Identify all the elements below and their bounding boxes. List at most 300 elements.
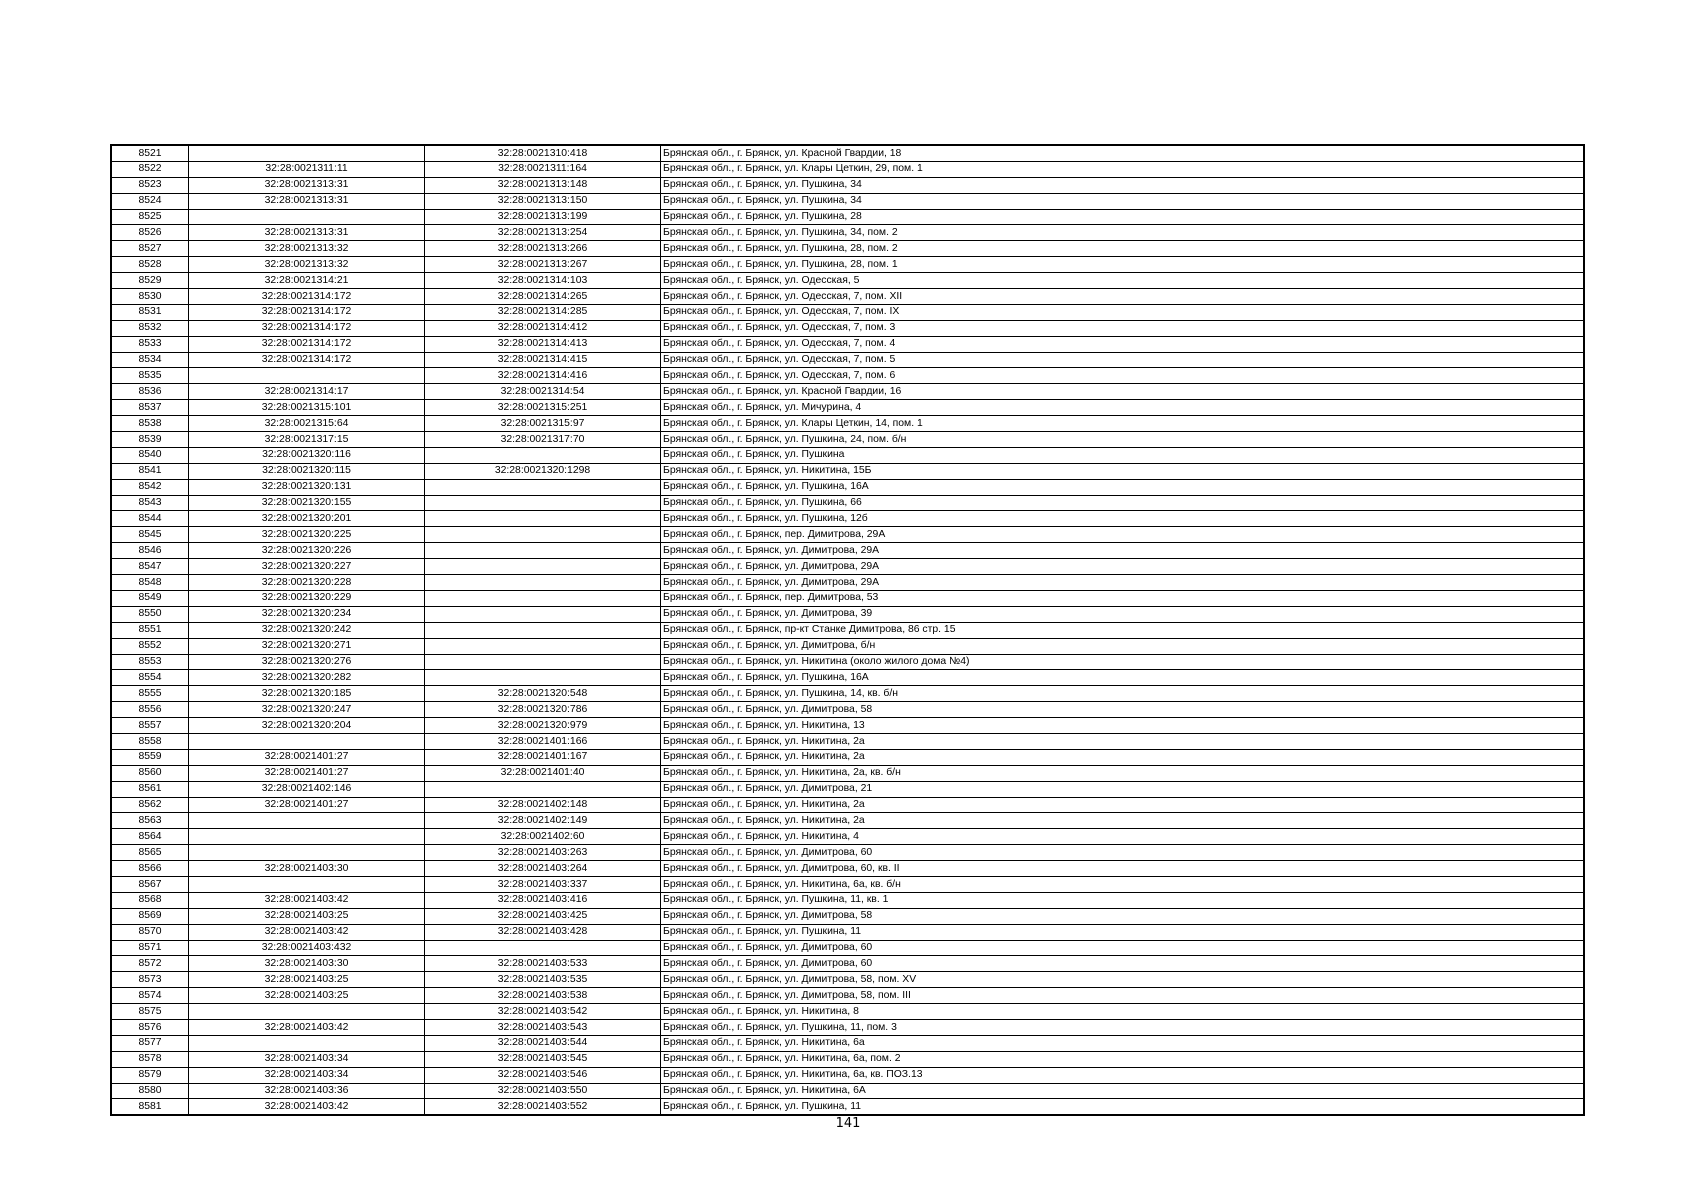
new-cadastral-number-cell (425, 495, 661, 511)
page-number: 141 (835, 1116, 861, 1131)
address-cell: Брянская обл., г. Брянск, пр-кт Станке Димитрова, 86 стр. 15 (661, 622, 1585, 638)
old-cadastral-number-cell: 32:28:0021320:242 (189, 622, 425, 638)
new-cadastral-number-cell (425, 575, 661, 591)
table-row (111, 733, 1584, 749)
table-row (111, 447, 1584, 463)
address-cell: Брянская обл., г. Брянск, ул. Никитина, 6а, кв. б/н (661, 876, 1585, 892)
table-row (111, 384, 1584, 400)
address-cell: Брянская обл., г. Брянск, ул. Никитина (около жилого дома №4) (661, 654, 1585, 670)
address-cell: Брянская обл., г. Брянск, ул. Одесская, 7, пом. IX (661, 304, 1585, 320)
new-cadastral-number-cell: 32:28:0021320:1298 (425, 463, 661, 479)
new-cadastral-number-cell: 32:28:0021314:412 (425, 320, 661, 336)
row-number-cell: 8555 (111, 686, 189, 702)
row-number-cell: 8537 (111, 400, 189, 416)
old-cadastral-number-cell: 32:28:0021313:31 (189, 177, 425, 193)
old-cadastral-number-cell: 32:28:0021320:227 (189, 559, 425, 575)
new-cadastral-number-cell: 32:28:0021314:285 (425, 304, 661, 320)
row-number-cell: 8578 (111, 1051, 189, 1067)
row-number-cell: 8551 (111, 622, 189, 638)
new-cadastral-number-cell: 32:28:0021314:415 (425, 352, 661, 368)
new-cadastral-number-cell (425, 590, 661, 606)
table-row (111, 781, 1584, 797)
new-cadastral-number-cell (425, 940, 661, 956)
new-cadastral-number-cell (425, 511, 661, 527)
address-cell: Брянская обл., г. Брянск, ул. Пушкина, 16А (661, 479, 1585, 495)
old-cadastral-number-cell (189, 209, 425, 225)
new-cadastral-number-cell: 32:28:0021314:54 (425, 384, 661, 400)
address-cell: Брянская обл., г. Брянск, ул. Димитрова, 58 (661, 702, 1585, 718)
new-cadastral-number-cell: 32:28:0021315:97 (425, 416, 661, 432)
address-cell: Брянская обл., г. Брянск, ул. Димитрова, 21 (661, 781, 1585, 797)
new-cadastral-number-cell: 32:28:0021313:148 (425, 177, 661, 193)
new-cadastral-number-cell: 32:28:0021401:167 (425, 749, 661, 765)
old-cadastral-number-cell: 32:28:0021403:25 (189, 972, 425, 988)
address-cell: Брянская обл., г. Брянск, ул. Одесская, 7, пом. 3 (661, 320, 1585, 336)
old-cadastral-number-cell: 32:28:0021403:25 (189, 988, 425, 1004)
address-cell: Брянская обл., г. Брянск, ул. Никитина, 2а (661, 813, 1585, 829)
table-row (111, 257, 1584, 273)
address-cell: Брянская обл., г. Брянск, ул. Никитина, 2а, кв. б/н (661, 765, 1585, 781)
address-cell: Брянская обл., г. Брянск, ул. Димитрова, 39 (661, 606, 1585, 622)
row-number-cell: 8558 (111, 733, 189, 749)
address-cell: Брянская обл., г. Брянск, ул. Клары Цеткин, 29, пом. 1 (661, 161, 1585, 177)
new-cadastral-number-cell: 32:28:0021403:545 (425, 1051, 661, 1067)
row-number-cell: 8579 (111, 1067, 189, 1083)
table-row (111, 543, 1584, 559)
old-cadastral-number-cell: 32:28:0021320:204 (189, 718, 425, 734)
new-cadastral-number-cell: 32:28:0021403:264 (425, 861, 661, 877)
address-cell: Брянская обл., г. Брянск, ул. Никитина, 6а, кв. ПОЗ.13 (661, 1067, 1585, 1083)
old-cadastral-number-cell: 32:28:0021314:172 (189, 336, 425, 352)
row-number-cell: 8580 (111, 1083, 189, 1099)
new-cadastral-number-cell: 32:28:0021320:786 (425, 702, 661, 718)
new-cadastral-number-cell (425, 479, 661, 495)
new-cadastral-number-cell: 32:28:0021403:542 (425, 1004, 661, 1020)
old-cadastral-number-cell: 32:28:0021314:172 (189, 320, 425, 336)
old-cadastral-number-cell: 32:28:0021315:101 (189, 400, 425, 416)
old-cadastral-number-cell: 32:28:0021311:11 (189, 161, 425, 177)
address-cell: Брянская обл., г. Брянск, ул. Красной Гвардии, 18 (661, 145, 1585, 161)
new-cadastral-number-cell: 32:28:0021403:546 (425, 1067, 661, 1083)
row-number-cell: 8542 (111, 479, 189, 495)
table-row (111, 352, 1584, 368)
address-cell: Брянская обл., г. Брянск, ул. Пушкина, 11, кв. 1 (661, 892, 1585, 908)
table-row (111, 845, 1584, 861)
row-number-cell: 8554 (111, 670, 189, 686)
address-cell: Брянская обл., г. Брянск, ул. Пушкина, 34, пом. 2 (661, 225, 1585, 241)
new-cadastral-number-cell (425, 543, 661, 559)
row-number-cell: 8573 (111, 972, 189, 988)
table-row (111, 241, 1584, 257)
table-row (111, 1019, 1584, 1035)
old-cadastral-number-cell: 32:28:0021402:146 (189, 781, 425, 797)
old-cadastral-number-cell: 32:28:0021403:30 (189, 956, 425, 972)
table-row (111, 400, 1584, 416)
new-cadastral-number-cell: 32:28:0021314:413 (425, 336, 661, 352)
old-cadastral-number-cell: 32:28:0021403:30 (189, 861, 425, 877)
row-number-cell: 8543 (111, 495, 189, 511)
old-cadastral-number-cell: 32:28:0021320:131 (189, 479, 425, 495)
address-cell: Брянская обл., г. Брянск, ул. Одесская, 7, пом. 4 (661, 336, 1585, 352)
new-cadastral-number-cell (425, 670, 661, 686)
old-cadastral-number-cell (189, 876, 425, 892)
table-row (111, 336, 1584, 352)
address-cell: Брянская обл., г. Брянск, ул. Никитина, 2а (661, 797, 1585, 813)
address-cell: Брянская обл., г. Брянск, ул. Пушкина, 11 (661, 924, 1585, 940)
new-cadastral-number-cell: 32:28:0021403:535 (425, 972, 661, 988)
table-row (111, 320, 1584, 336)
old-cadastral-number-cell (189, 845, 425, 861)
new-cadastral-number-cell: 32:28:0021403:543 (425, 1019, 661, 1035)
address-cell: Брянская обл., г. Брянск, ул. Пушкина (661, 447, 1585, 463)
row-number-cell: 8527 (111, 241, 189, 257)
table-row (111, 749, 1584, 765)
table-row (111, 368, 1584, 384)
old-cadastral-number-cell: 32:28:0021320:185 (189, 686, 425, 702)
new-cadastral-number-cell: 32:28:0021403:425 (425, 908, 661, 924)
new-cadastral-number-cell: 32:28:0021313:266 (425, 241, 661, 257)
address-cell: Брянская обл., г. Брянск, ул. Димитрова, 60, кв. II (661, 861, 1585, 877)
row-number-cell: 8540 (111, 447, 189, 463)
row-number-cell: 8561 (111, 781, 189, 797)
old-cadastral-number-cell: 32:28:0021320:282 (189, 670, 425, 686)
register-table-body (111, 145, 1584, 1115)
old-cadastral-number-cell: 32:28:0021401:27 (189, 765, 425, 781)
row-number-cell: 8523 (111, 177, 189, 193)
old-cadastral-number-cell: 32:28:0021320:247 (189, 702, 425, 718)
address-cell: Брянская обл., г. Брянск, ул. Пушкина, 11 (661, 1099, 1585, 1115)
address-cell: Брянская обл., г. Брянск, ул. Пушкина, 28, пом. 2 (661, 241, 1585, 257)
table-row (111, 797, 1584, 813)
new-cadastral-number-cell: 32:28:0021403:533 (425, 956, 661, 972)
row-number-cell: 8524 (111, 193, 189, 209)
old-cadastral-number-cell: 32:28:0021320:228 (189, 575, 425, 591)
row-number-cell: 8556 (111, 702, 189, 718)
address-cell: Брянская обл., г. Брянск, ул. Димитрова, 58 (661, 908, 1585, 924)
old-cadastral-number-cell (189, 829, 425, 845)
address-cell: Брянская обл., г. Брянск, ул. Пушкина, 66 (661, 495, 1585, 511)
address-cell: Брянская обл., г. Брянск, ул. Пушкина, 34 (661, 193, 1585, 209)
address-cell: Брянская обл., г. Брянск, ул. Никитина, 6а, пом. 2 (661, 1051, 1585, 1067)
new-cadastral-number-cell: 32:28:0021403:552 (425, 1099, 661, 1115)
row-number-cell: 8530 (111, 289, 189, 305)
table-row (111, 908, 1584, 924)
old-cadastral-number-cell: 32:28:0021320:234 (189, 606, 425, 622)
old-cadastral-number-cell: 32:28:0021403:25 (189, 908, 425, 924)
table-row (111, 432, 1584, 448)
old-cadastral-number-cell (189, 1004, 425, 1020)
row-number-cell: 8531 (111, 304, 189, 320)
new-cadastral-number-cell: 32:28:0021402:60 (425, 829, 661, 845)
register-table (110, 144, 1585, 1116)
row-number-cell: 8565 (111, 845, 189, 861)
table-row (111, 1099, 1584, 1115)
row-number-cell: 8567 (111, 876, 189, 892)
table-row (111, 972, 1584, 988)
old-cadastral-number-cell (189, 368, 425, 384)
table-row (111, 1004, 1584, 1020)
new-cadastral-number-cell (425, 606, 661, 622)
table-row (111, 940, 1584, 956)
table-row (111, 511, 1584, 527)
address-cell: Брянская обл., г. Брянск, ул. Одесская, 7, пом. XII (661, 289, 1585, 305)
row-number-cell: 8553 (111, 654, 189, 670)
address-cell: Брянская обл., г. Брянск, ул. Димитрова, 58, пом. XV (661, 972, 1585, 988)
row-number-cell: 8538 (111, 416, 189, 432)
new-cadastral-number-cell (425, 654, 661, 670)
new-cadastral-number-cell: 32:28:0021320:548 (425, 686, 661, 702)
row-number-cell: 8568 (111, 892, 189, 908)
address-cell: Брянская обл., г. Брянск, ул. Никитина, 8 (661, 1004, 1585, 1020)
table-row (111, 924, 1584, 940)
row-number-cell: 8581 (111, 1099, 189, 1115)
address-cell: Брянская обл., г. Брянск, ул. Никитина, 4 (661, 829, 1585, 845)
new-cadastral-number-cell: 32:28:0021403:416 (425, 892, 661, 908)
row-number-cell: 8548 (111, 575, 189, 591)
row-number-cell: 8525 (111, 209, 189, 225)
address-cell: Брянская обл., г. Брянск, ул. Пушкина, 28 (661, 209, 1585, 225)
row-number-cell: 8560 (111, 765, 189, 781)
address-cell: Брянская обл., г. Брянск, ул. Никитина, 13 (661, 718, 1585, 734)
table-row (111, 463, 1584, 479)
row-number-cell: 8549 (111, 590, 189, 606)
new-cadastral-number-cell: 32:28:0021402:149 (425, 813, 661, 829)
table-row (111, 527, 1584, 543)
old-cadastral-number-cell: 32:28:0021313:31 (189, 225, 425, 241)
new-cadastral-number-cell: 32:28:0021313:199 (425, 209, 661, 225)
new-cadastral-number-cell: 32:28:0021403:544 (425, 1035, 661, 1051)
old-cadastral-number-cell: 32:28:0021403:42 (189, 924, 425, 940)
new-cadastral-number-cell: 32:28:0021313:267 (425, 257, 661, 273)
old-cadastral-number-cell (189, 1035, 425, 1051)
old-cadastral-number-cell: 32:28:0021320:226 (189, 543, 425, 559)
old-cadastral-number-cell: 32:28:0021313:31 (189, 193, 425, 209)
address-cell: Брянская обл., г. Брянск, ул. Димитрова, 58, пом. III (661, 988, 1585, 1004)
row-number-cell: 8574 (111, 988, 189, 1004)
address-cell: Брянская обл., г. Брянск, ул. Димитрова, 29А (661, 559, 1585, 575)
old-cadastral-number-cell: 32:28:0021313:32 (189, 241, 425, 257)
table-row (111, 654, 1584, 670)
address-cell: Брянская обл., г. Брянск, ул. Пушкина, 16А (661, 670, 1585, 686)
row-number-cell: 8534 (111, 352, 189, 368)
row-number-cell: 8535 (111, 368, 189, 384)
new-cadastral-number-cell (425, 447, 661, 463)
new-cadastral-number-cell: 32:28:0021402:148 (425, 797, 661, 813)
address-cell: Брянская обл., г. Брянск, ул. Пушкина, 14, кв. б/н (661, 686, 1585, 702)
row-number-cell: 8541 (111, 463, 189, 479)
old-cadastral-number-cell: 32:28:0021313:32 (189, 257, 425, 273)
table-row (111, 495, 1584, 511)
new-cadastral-number-cell: 32:28:0021403:263 (425, 845, 661, 861)
row-number-cell: 8539 (111, 432, 189, 448)
old-cadastral-number-cell: 32:28:0021320:229 (189, 590, 425, 606)
new-cadastral-number-cell (425, 527, 661, 543)
row-number-cell: 8546 (111, 543, 189, 559)
row-number-cell: 8570 (111, 924, 189, 940)
old-cadastral-number-cell: 32:28:0021320:115 (189, 463, 425, 479)
old-cadastral-number-cell: 32:28:0021314:172 (189, 289, 425, 305)
new-cadastral-number-cell: 32:28:0021311:164 (425, 161, 661, 177)
table-row (111, 876, 1584, 892)
table-row (111, 479, 1584, 495)
address-cell: Брянская обл., г. Брянск, ул. Димитрова, 60 (661, 845, 1585, 861)
table-row (111, 622, 1584, 638)
new-cadastral-number-cell: 32:28:0021310:418 (425, 145, 661, 161)
address-cell: Брянская обл., г. Брянск, пер. Димитрова, 53 (661, 590, 1585, 606)
row-number-cell: 8529 (111, 273, 189, 289)
address-cell: Брянская обл., г. Брянск, ул. Димитрова, 60 (661, 956, 1585, 972)
old-cadastral-number-cell (189, 733, 425, 749)
table-row (111, 559, 1584, 575)
address-cell: Брянская обл., г. Брянск, ул. Одесская, 7, пом. 6 (661, 368, 1585, 384)
address-cell: Брянская обл., г. Брянск, ул. Мичурина, 4 (661, 400, 1585, 416)
row-number-cell: 8532 (111, 320, 189, 336)
table-row (111, 209, 1584, 225)
address-cell: Брянская обл., г. Брянск, ул. Никитина, 6а (661, 1035, 1585, 1051)
new-cadastral-number-cell (425, 638, 661, 654)
old-cadastral-number-cell: 32:28:0021317:15 (189, 432, 425, 448)
old-cadastral-number-cell: 32:28:0021401:27 (189, 797, 425, 813)
address-cell: Брянская обл., г. Брянск, ул. Красной Гвардии, 16 (661, 384, 1585, 400)
old-cadastral-number-cell: 32:28:0021403:42 (189, 1099, 425, 1115)
table-row (111, 765, 1584, 781)
row-number-cell: 8521 (111, 145, 189, 161)
old-cadastral-number-cell: 32:28:0021314:21 (189, 273, 425, 289)
table-row (111, 1051, 1584, 1067)
address-cell: Брянская обл., г. Брянск, ул. Пушкина, 28, пом. 1 (661, 257, 1585, 273)
new-cadastral-number-cell: 32:28:0021403:538 (425, 988, 661, 1004)
table-row (111, 273, 1584, 289)
old-cadastral-number-cell (189, 145, 425, 161)
table-row (111, 638, 1584, 654)
new-cadastral-number-cell: 32:28:0021320:979 (425, 718, 661, 734)
new-cadastral-number-cell: 32:28:0021403:428 (425, 924, 661, 940)
new-cadastral-number-cell: 32:28:0021313:150 (425, 193, 661, 209)
table-row (111, 416, 1584, 432)
address-cell: Брянская обл., г. Брянск, ул. Пушкина, 24, пом. б/н (661, 432, 1585, 448)
table-row (111, 225, 1584, 241)
address-cell: Брянская обл., г. Брянск, ул. Пушкина, 11, пом. 3 (661, 1019, 1585, 1035)
row-number-cell: 8576 (111, 1019, 189, 1035)
table-row (111, 892, 1584, 908)
new-cadastral-number-cell: 32:28:0021401:166 (425, 733, 661, 749)
table-row (111, 289, 1584, 305)
table-row (111, 988, 1584, 1004)
row-number-cell: 8536 (111, 384, 189, 400)
table-row (111, 193, 1584, 209)
row-number-cell: 8550 (111, 606, 189, 622)
new-cadastral-number-cell: 32:28:0021314:103 (425, 273, 661, 289)
old-cadastral-number-cell: 32:28:0021314:172 (189, 304, 425, 320)
new-cadastral-number-cell: 32:28:0021403:337 (425, 876, 661, 892)
table-row (111, 829, 1584, 845)
table-row (111, 1083, 1584, 1099)
new-cadastral-number-cell (425, 781, 661, 797)
row-number-cell: 8559 (111, 749, 189, 765)
address-cell: Брянская обл., г. Брянск, ул. Пушкина, 12б (661, 511, 1585, 527)
address-cell: Брянская обл., г. Брянск, ул. Никитина, 2а (661, 749, 1585, 765)
address-cell: Брянская обл., г. Брянск, ул. Димитрова, 60 (661, 940, 1585, 956)
table-row (111, 956, 1584, 972)
old-cadastral-number-cell: 32:28:0021401:27 (189, 749, 425, 765)
address-cell: Брянская обл., г. Брянск, ул. Никитина, 6А (661, 1083, 1585, 1099)
row-number-cell: 8562 (111, 797, 189, 813)
new-cadastral-number-cell: 32:28:0021317:70 (425, 432, 661, 448)
row-number-cell: 8547 (111, 559, 189, 575)
row-number-cell: 8569 (111, 908, 189, 924)
table-row (111, 718, 1584, 734)
table-row (111, 304, 1584, 320)
old-cadastral-number-cell: 32:28:0021403:42 (189, 892, 425, 908)
new-cadastral-number-cell: 32:28:0021401:40 (425, 765, 661, 781)
old-cadastral-number-cell: 32:28:0021403:34 (189, 1051, 425, 1067)
address-cell: Брянская обл., г. Брянск, ул. Пушкина, 34 (661, 177, 1585, 193)
address-cell: Брянская обл., г. Брянск, ул. Димитрова, 29А (661, 543, 1585, 559)
row-number-cell: 8571 (111, 940, 189, 956)
old-cadastral-number-cell: 32:28:0021403:42 (189, 1019, 425, 1035)
old-cadastral-number-cell: 32:28:0021320:271 (189, 638, 425, 654)
old-cadastral-number-cell: 32:28:0021320:201 (189, 511, 425, 527)
old-cadastral-number-cell: 32:28:0021320:116 (189, 447, 425, 463)
new-cadastral-number-cell: 32:28:0021314:416 (425, 368, 661, 384)
old-cadastral-number-cell: 32:28:0021320:225 (189, 527, 425, 543)
table-row (111, 702, 1584, 718)
address-cell: Брянская обл., г. Брянск, ул. Одесская, 5 (661, 273, 1585, 289)
new-cadastral-number-cell: 32:28:0021314:265 (425, 289, 661, 305)
new-cadastral-number-cell: 32:28:0021313:254 (425, 225, 661, 241)
new-cadastral-number-cell: 32:28:0021315:251 (425, 400, 661, 416)
new-cadastral-number-cell: 32:28:0021403:550 (425, 1083, 661, 1099)
address-cell: Брянская обл., г. Брянск, пер. Димитрова, 29А (661, 527, 1585, 543)
row-number-cell: 8552 (111, 638, 189, 654)
old-cadastral-number-cell (189, 813, 425, 829)
table-row (111, 670, 1584, 686)
old-cadastral-number-cell: 32:28:0021314:172 (189, 352, 425, 368)
row-number-cell: 8544 (111, 511, 189, 527)
address-cell: Брянская обл., г. Брянск, ул. Никитина, 15Б (661, 463, 1585, 479)
row-number-cell: 8577 (111, 1035, 189, 1051)
row-number-cell: 8545 (111, 527, 189, 543)
table-row (111, 1035, 1584, 1051)
address-cell: Брянская обл., г. Брянск, ул. Никитина, 2а (661, 733, 1585, 749)
old-cadastral-number-cell: 32:28:0021315:64 (189, 416, 425, 432)
new-cadastral-number-cell (425, 622, 661, 638)
row-number-cell: 8575 (111, 1004, 189, 1020)
table-row (111, 145, 1584, 161)
old-cadastral-number-cell: 32:28:0021320:155 (189, 495, 425, 511)
table-row (111, 606, 1584, 622)
row-number-cell: 8533 (111, 336, 189, 352)
old-cadastral-number-cell: 32:28:0021403:34 (189, 1067, 425, 1083)
table-row (111, 686, 1584, 702)
table-row (111, 1067, 1584, 1083)
new-cadastral-number-cell (425, 559, 661, 575)
row-number-cell: 8566 (111, 861, 189, 877)
table-row (111, 575, 1584, 591)
row-number-cell: 8564 (111, 829, 189, 845)
old-cadastral-number-cell: 32:28:0021314:17 (189, 384, 425, 400)
row-number-cell: 8528 (111, 257, 189, 273)
row-number-cell: 8572 (111, 956, 189, 972)
old-cadastral-number-cell: 32:28:0021320:276 (189, 654, 425, 670)
old-cadastral-number-cell: 32:28:0021403:36 (189, 1083, 425, 1099)
table-row (111, 590, 1584, 606)
row-number-cell: 8563 (111, 813, 189, 829)
table-row (111, 161, 1584, 177)
address-cell: Брянская обл., г. Брянск, ул. Одесская, 7, пом. 5 (661, 352, 1585, 368)
address-cell: Брянская обл., г. Брянск, ул. Клары Цеткин, 14, пом. 1 (661, 416, 1585, 432)
table-row (111, 177, 1584, 193)
